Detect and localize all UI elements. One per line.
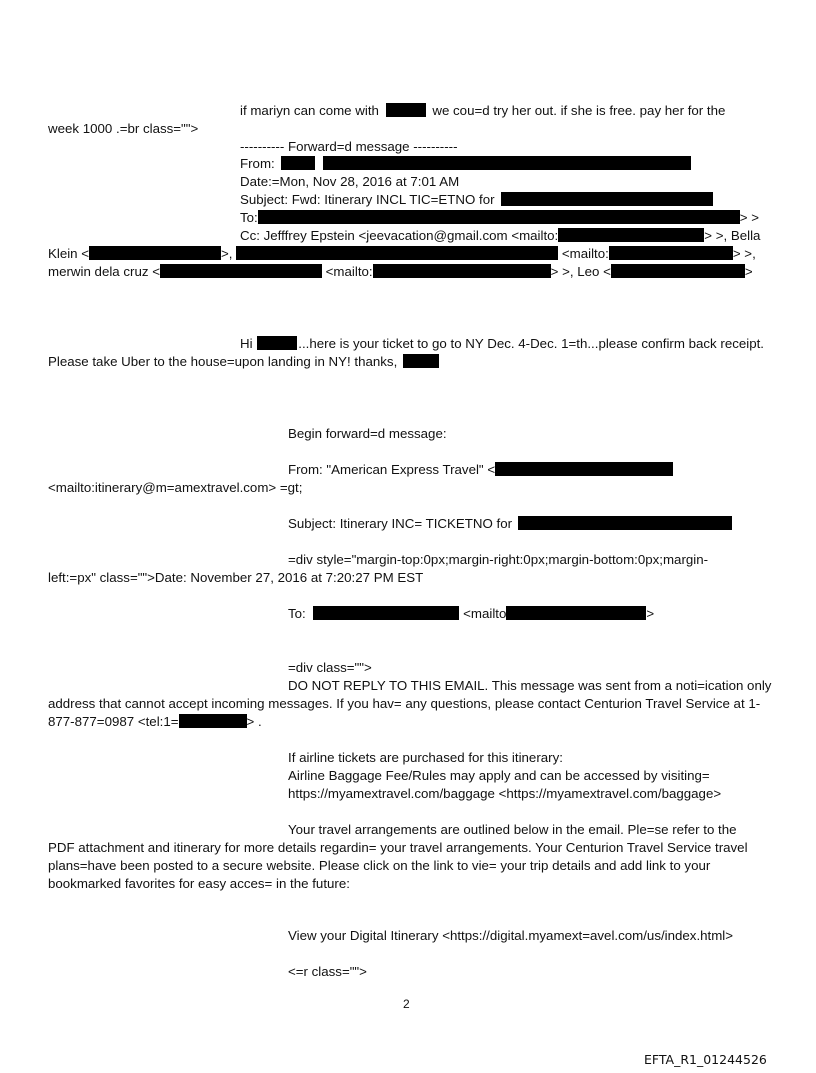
- redaction-box: [609, 246, 733, 260]
- email-text: Hi: [240, 336, 253, 351]
- redaction-box: [558, 228, 704, 242]
- email-line: [288, 516, 732, 532]
- email-text: <mailto:: [325, 264, 373, 279]
- email-text: From: "American Express Travel" <: [288, 462, 496, 477]
- email-line: https://myamextravel.com/baggage <https://myamextravel.com/baggage>: [288, 786, 722, 801]
- email-text: > >, Bella: [704, 228, 761, 243]
- email-line: bookmarked favorites for easy acces= in the future:: [48, 876, 350, 891]
- redaction-box: [258, 210, 740, 224]
- redaction-box: [386, 103, 426, 117]
- email-line: =div style="margin-top:0px;margin-right:0px;margin-bottom:0px;margin-: [288, 552, 709, 567]
- email-text: <mailto: [463, 606, 507, 621]
- email-line: [48, 246, 756, 262]
- email-line: week 1000 .=br class="">: [48, 121, 199, 136]
- email-text: merwin dela cruz <: [48, 264, 160, 279]
- email-text: >,: [221, 246, 233, 261]
- email-text: Subject: Fwd: Itinerary INCL TIC=ETNO for: [240, 192, 495, 207]
- email-text: <mailto:: [561, 246, 609, 261]
- email-line: left:=px" class="">Date: November 27, 2016 at 7:20:27 PM EST: [48, 570, 424, 585]
- email-text: > >: [739, 210, 759, 225]
- redaction-box: [323, 156, 691, 170]
- page-number: 2: [403, 997, 410, 1011]
- email-text: Klein <: [48, 246, 90, 261]
- email-line: Airline Baggage Fee/Rules may apply and can be accessed by visiting=: [288, 768, 710, 783]
- email-line: <mailto:itinerary@m=amextravel.com> =gt;: [48, 480, 303, 495]
- email-text: To:: [240, 210, 258, 225]
- email-text: Please take Uber to the house=upon landing in NY! thanks,: [48, 354, 398, 369]
- email-line: [240, 210, 759, 226]
- email-text: From:: [240, 156, 275, 171]
- redaction-box: [89, 246, 221, 260]
- email-text: if mariyn can come with: [240, 103, 379, 118]
- document-id: EFTA_R1_01244526: [644, 1052, 767, 1067]
- email-line: plans=have been posted to a secure website. Please click on the link to vie= your trip details and add link to your: [48, 858, 711, 873]
- email-text: 877-877=0987 <tel:1=: [48, 714, 179, 729]
- email-text: >: [744, 264, 753, 279]
- email-text: To:: [288, 606, 306, 621]
- email-text: > >, Leo <: [550, 264, 611, 279]
- email-line: [240, 192, 713, 208]
- email-text: Subject: Itinerary INC= TICKETNO for: [288, 516, 513, 531]
- email-line: [288, 606, 654, 622]
- redaction-box: [495, 462, 673, 476]
- redaction-box: [281, 156, 315, 170]
- redaction-box: [518, 516, 732, 530]
- email-line: =div class="">: [288, 660, 372, 675]
- email-line: [240, 228, 760, 244]
- email-line: If airline tickets are purchased for this itinerary:: [288, 750, 563, 765]
- email-line: [48, 714, 262, 730]
- email-line: Begin forward=d message:: [288, 426, 447, 441]
- email-line: address that cannot accept incoming messages. If you hav= any questions, please contact Centurion Travel Service at 1-: [48, 696, 761, 711]
- email-text: >: [646, 606, 655, 621]
- email-text: > .: [246, 714, 262, 729]
- email-line: [288, 462, 673, 478]
- redaction-box: [373, 264, 551, 278]
- email-line: [240, 156, 691, 172]
- email-line: View your Digital Itinerary <https://digital.myamext=avel.com/us/index.html>: [288, 928, 734, 943]
- email-line: Your travel arrangements are outlined below in the email. Ple=se refer to the: [288, 822, 737, 837]
- email-line: [48, 264, 753, 280]
- redaction-box: [403, 354, 439, 368]
- redaction-box: [160, 264, 322, 278]
- email-line: [48, 354, 439, 370]
- email-line: [240, 103, 725, 119]
- email-line: ---------- Forward=d message ----------: [240, 139, 458, 154]
- email-line: DO NOT REPLY TO THIS EMAIL. This message was sent from a noti=ication only: [288, 678, 772, 693]
- redaction-box: [501, 192, 713, 206]
- email-line: <=r class="">: [288, 964, 367, 979]
- email-line: PDF attachment and itinerary for more details regardin= your travel arrangements. Your Centurion Travel Service travel: [48, 840, 748, 855]
- redaction-box: [611, 264, 745, 278]
- redaction-box: [236, 246, 558, 260]
- email-line: Date:=Mon, Nov 28, 2016 at 7:01 AM: [240, 174, 460, 189]
- redaction-box: [257, 336, 297, 350]
- redaction-box: [313, 606, 459, 620]
- email-text: > >,: [732, 246, 756, 261]
- redaction-box: [506, 606, 646, 620]
- email-text: ...here is your ticket to go to NY Dec. 4-Dec. 1=th...please confirm back receipt.: [298, 336, 764, 351]
- email-text: Cc: Jefffrey Epstein <jeevacation@gmail.com <mailto:: [240, 228, 559, 243]
- email-line: [240, 336, 764, 352]
- redaction-box: [179, 714, 247, 728]
- email-text: we cou=d try her out. if she is free. pay her for the: [432, 103, 726, 118]
